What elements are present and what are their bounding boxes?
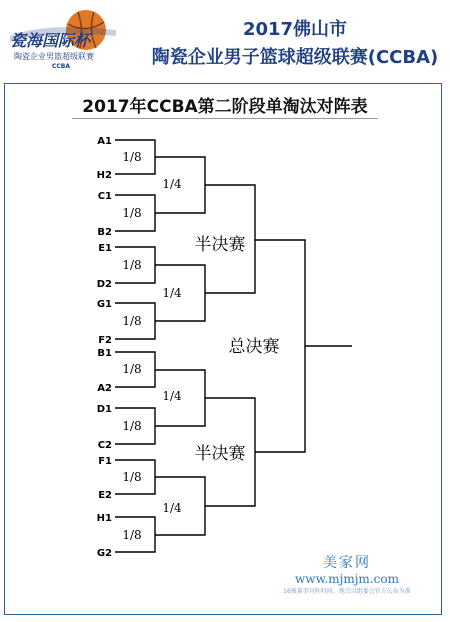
semifinal-label-top: 半决赛 bbox=[194, 235, 246, 255]
round-of-16-label: 1/8 bbox=[122, 314, 142, 328]
round-of-16-label: 1/8 bbox=[122, 528, 142, 542]
quarterfinal-label: 1/4 bbox=[162, 389, 182, 403]
watermark bbox=[262, 552, 432, 595]
round-of-16-label: 1/8 bbox=[122, 470, 142, 484]
quarterfinal-label: 1/4 bbox=[162, 177, 182, 191]
team-label-a1: A1 bbox=[97, 136, 112, 147]
watermark-site-name: 美家网 bbox=[323, 555, 371, 571]
team-label-a2: A2 bbox=[97, 383, 112, 394]
header-title-line1: 2017佛山市 bbox=[242, 19, 348, 40]
round-of-16-label: 1/8 bbox=[122, 419, 142, 433]
team-label-e1: E1 bbox=[98, 243, 112, 254]
team-label-d1: D1 bbox=[96, 404, 112, 415]
team-label-g2: G2 bbox=[96, 548, 112, 559]
logo-abbr-text: CCBA bbox=[52, 63, 71, 70]
final-label: 总决赛 bbox=[228, 337, 280, 357]
round-of-16-label: 1/8 bbox=[122, 258, 142, 272]
team-label-f2: F2 bbox=[98, 335, 112, 346]
logo-main-text: 瓷海国际杯 bbox=[10, 31, 91, 50]
team-label-b1: B1 bbox=[97, 348, 112, 359]
round-of-16-label: 1/8 bbox=[122, 362, 142, 376]
team-label-c2: C2 bbox=[97, 440, 112, 451]
watermark-note: 16强赛事对阵时间、地点以组委会官方公布为准 bbox=[283, 588, 411, 595]
logo-sub-text: 陶瓷企业男篮超级联赛 bbox=[14, 52, 94, 61]
bracket-title: 2017年CCBA第二阶段单淘汰对阵表 bbox=[82, 97, 368, 117]
team-label-b2: B2 bbox=[97, 227, 112, 238]
watermark-url: www.mjmjm.com bbox=[295, 572, 399, 586]
team-label-g1: G1 bbox=[96, 299, 112, 310]
team-label-f1: F1 bbox=[98, 456, 112, 467]
header-title-line2: 陶瓷企业男子篮球超级联赛(CCBA) bbox=[151, 47, 439, 68]
semifinal-label-bottom: 半决赛 bbox=[194, 444, 246, 464]
team-label-h2: H2 bbox=[96, 170, 112, 181]
team-label-c1: C1 bbox=[97, 191, 112, 202]
round-of-16-label: 1/8 bbox=[122, 206, 142, 220]
quarterfinal-label: 1/4 bbox=[162, 501, 182, 515]
quarterfinal-label: 1/4 bbox=[162, 286, 182, 300]
team-label-e2: E2 bbox=[98, 490, 112, 501]
team-label-h1: H1 bbox=[96, 513, 112, 524]
round-of-16-label: 1/8 bbox=[122, 150, 142, 164]
team-label-d2: D2 bbox=[96, 279, 112, 290]
